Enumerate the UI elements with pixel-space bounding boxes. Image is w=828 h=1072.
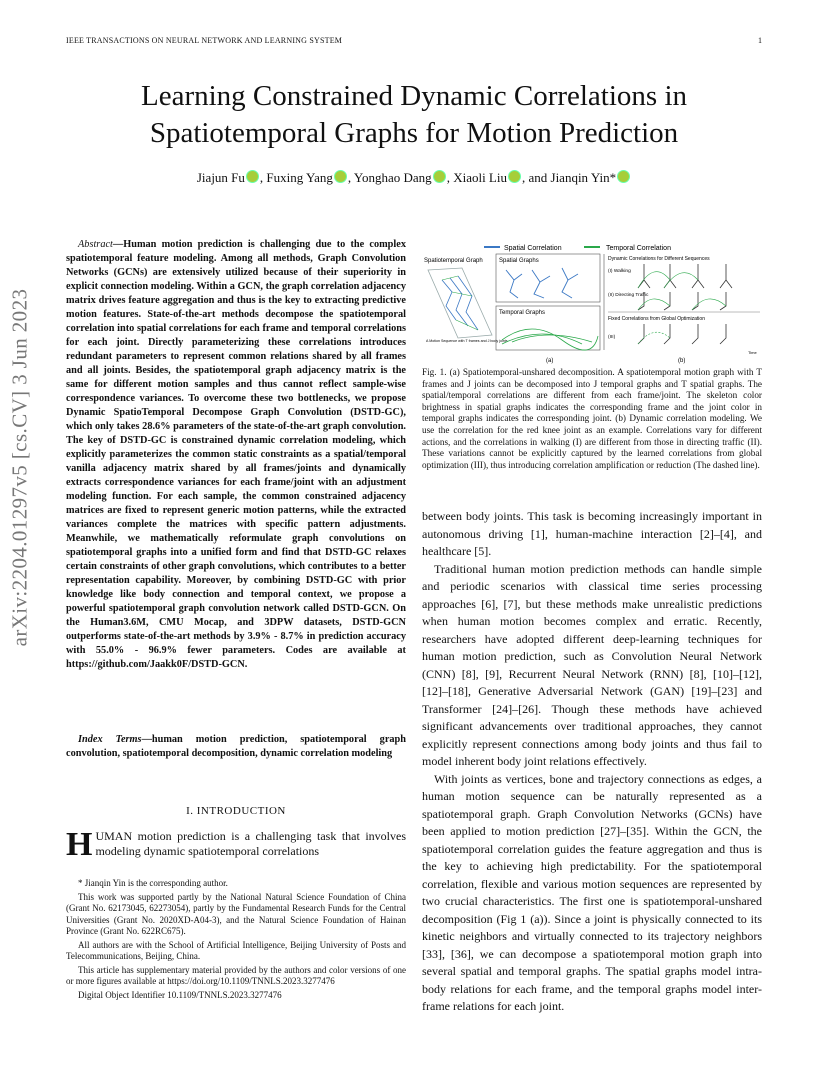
abstract-label: Abstract <box>78 239 113 250</box>
author-name: and Jianqin Yin* <box>528 170 617 185</box>
temporal-graphs-label: Temporal Graphs <box>499 310 546 316</box>
orcid-icon[interactable] <box>433 170 446 183</box>
dropcap: H <box>66 826 93 863</box>
walking-label: (I) Walking <box>608 269 631 274</box>
footnotes <box>66 878 406 1003</box>
time-label: Time <box>748 350 757 355</box>
paragraph: Traditional human motion prediction methods can handle simple and periodic scenarios with classical time series processing approaches [6], [7], but these methods make unrealistic predictions when human motion becomes complex and erratic. Recently, researchers have adopted different deep-learning techniques for human motion prediction, such as Convolution Neural Network (CNN) [8], [9], Recurrent Neural Network (RNN) [8], [10]–[12], [12]–[18], Generative Adversarial Network (GAN) [19]–[23] and Transformer [24]–[26]. Though these methods have achieved significant advancements over traditional approaches, they cannot explicitly represent connections among body joints and thus fail to model inherent body joint relations effectively. <box>422 561 762 768</box>
paragraph: With joints as vertices, bone and trajectory connections as edges, a human motion sequence can be naturally represented as a spatiotemporal graph. Graph Convolution Networks (GCNs) have been applied to motion prediction [27]–[35]. Within the GCN, the spatiotemporal correlation guides the feature aggregation and thus is the key to achieving high predictability. For the spatiotemporal correlation, flexible and various motion sequences are represented by two crucial characteristics. The first one is spatiotemporal-unshared decomposition (Fig 1 (a)). Since a joint is physically connected to its kinetic neighbors and virtually connected to its trajectory neighbors [33], [36], we can decompose a spatiotemporal motion graph into several spatial and temporal graphs. The spatial graphs model intra-body relations for each frame, and the temporal graphs model inter-frame relations for each joint. <box>422 771 762 1013</box>
sequence-note: A Motion Sequence with T frames and J body joints <box>426 339 508 343</box>
page-number: 1 <box>758 36 763 45</box>
footnote: This article has supplementary material provided by the authors and color versions of one or more figures available at https://doi.org/10.1109/TNNLS.2023.3277476 <box>66 964 406 986</box>
intro-paragraph <box>66 826 406 863</box>
paper-title: Learning Constrained Dynamic Correlations in Spatiotemporal Graphs for Motion Prediction <box>140 80 688 149</box>
fixed-title: Fixed Correlations from Global Optimization <box>608 316 705 322</box>
fixed-label: (III) <box>608 335 616 340</box>
figure-1 <box>422 240 762 365</box>
abstract <box>66 238 406 672</box>
dynamic-title: Dynamic Correlations for Different Sequences <box>608 256 710 262</box>
spatial-graphs-label: Spatial Graphs <box>499 258 539 264</box>
orcid-icon[interactable] <box>246 170 259 183</box>
paragraph: between body joints. This task is becoming increasingly important in autonomous driving [1], human-machine interaction [2]–[4], and healthcare [5]. <box>422 509 762 558</box>
index-terms-label: Index Terms <box>78 734 142 745</box>
arxiv-stamp: arXiv:2204.01297v5 [cs.CV] 3 Jun 2023 <box>7 288 32 647</box>
author-name: Yonghao Dang <box>353 170 432 185</box>
index-terms-text: —human motion prediction, spatiotemporal graph convolution, spatiotemporal decomposition, dynamic correlation modeling <box>66 734 406 759</box>
orcid-icon[interactable] <box>334 170 347 183</box>
directing-label: (II) Directing Traffic <box>608 293 649 298</box>
dynamic-skeletons <box>638 264 732 344</box>
orcid-icon[interactable] <box>508 170 521 183</box>
spatiotemporal-graph-label: Spatiotemporal Graph <box>424 258 483 264</box>
spatial-graph-skeletons <box>506 268 578 298</box>
author-name: Jiajun Fu <box>196 170 245 185</box>
intro-text: UMAN motion prediction is a challenging task that involves modeling dynamic spatiotemporal correlations <box>95 829 406 858</box>
intro-body-right <box>422 508 762 1016</box>
author-name: Xiaoli Liu <box>453 170 507 185</box>
footnote: This work was supported partly by the National Natural Science Foundation of China (Grant No. 62173045, 62273054), partly by the Fundamental Research Funds for the Central Universities (Grant No. 2020XD-A04-3), and the Natural Science Foundation of Hainan Province (Grant No. 622RC675). <box>66 891 406 936</box>
figure-caption: Fig. 1. (a) Spatiotemporal-unshared decomposition. A spatiotemporal motion graph with T frames and J joints can be decomposed into J temporal graphs and T spatial graphs. The spatial/temporal correlations are different from each frame/joint. The skeleton color brightness in spatial graphs indicates the corresponding frame and the joint color in temporal graphs indicates the corresponding joint. (b) Dynamic correlation modeling. We use the correlation for the red knee joint as an example. Correlations vary for different actions, and the correlations in walking (I) are different from those in directing traffic (II). These variations cannot be explicitly captured by the learned correlations from global optimization (III), thus introducing correlation amplification or reduction (The dashed line). <box>422 367 762 470</box>
author-name: Fuxing Yang <box>266 170 333 185</box>
footnote: All authors are with the School of Artificial Intelligence, Beijing University of Posts and Telecommunications, Beijing, China. <box>66 939 406 961</box>
subfigure-a-label: (a) <box>546 358 554 364</box>
index-terms <box>66 733 406 761</box>
running-header: IEEE TRANSACTIONS ON NEURAL NETWORK AND LEARNING SYSTEM <box>66 36 343 45</box>
footnote: Digital Object Identifier 10.1109/TNNLS.2023.3277476 <box>78 989 282 1000</box>
orcid-icon[interactable] <box>617 170 630 183</box>
subfigure-b-label: (b) <box>678 358 686 364</box>
temporal-graph-curves <box>502 329 598 350</box>
author-list: Jiajun Fu , Fuxing Yang , Yonghao Dang , Xiaoli Liu , and Jianqin Yin* <box>100 170 728 186</box>
abstract-text: —Human motion prediction is challenging due to the complex spatiotemporal feature modeling. Among all methods, Graph Convolution Networks (GCNs) are extensively utilized because of their superiority in explicit connection modeling. Within a GCN, the graph correlation adjacency matrix drives feature aggregation and thus is the key to extracting predictive motion features. State-of-the-art methods decompose the spatiotemporal correlation into spatial correlations for each frame and temporal correlations for each joint. Directly parameterizing these correlations introduces redundant parameters to represent common relations shared by all frames and all joints. Besides, the spatiotemporal graph adjacency matrix is the same for different motion samples and thus cannot reflect sample-wise correspondence variances. To overcome these two bottlenecks, we propose Dynamic SpatioTemporal Decompose Graph Convolution (DSTD-GC), which only takes 28.6% parameters of the state-of-the-art graph convolution. The key of DSTD-GC is constrained dynamic correlation modeling, which explicitly parameterizes the common static constraints as a spatial/temporal vanilla adjacency matrix shared by all frames/joints and dynamically extracts correspondence variances for each frame/joint with an adjustment modeling function. For each sample, the common constrained adjacency matrices are fixed to represent generic motion patterns, while the extracted variances complete the matrices with specific pattern adjustments. Meanwhile, we mathematically reformulate graph convolutions on spatiotemporal graphs into a unified form and find that DSTD-GC relaxes certain constraints of other graph convolutions, which contributes to a better representation capability. Moreover, by combining DSTD-GC with prior knowledge like body connection and temporal context, we propose a powerful spatiotemporal graph convolution network called DSTD-GCN. On the Human3.6M, CMU Mocap, and 3DPW datasets, DSTD-GCN outperforms state-of-the-art methods by 3.9% - 8.7% in prediction accuracy with 55.0% - 96.9% fewer parameters. Codes are available at https://github.com/Jaakk0F/DSTD-GCN. <box>66 239 406 670</box>
spatiotemporal-graph-drawing <box>428 268 492 338</box>
dynamic-correlation-arcs <box>638 272 726 344</box>
section-heading: I. INTRODUCTION <box>186 805 286 817</box>
legend-spatial-label: Spatial Correlation <box>504 245 562 252</box>
legend-temporal-label: Temporal Correlation <box>606 245 671 252</box>
footnote: * Jianqin Yin is the corresponding author. <box>78 878 228 888</box>
